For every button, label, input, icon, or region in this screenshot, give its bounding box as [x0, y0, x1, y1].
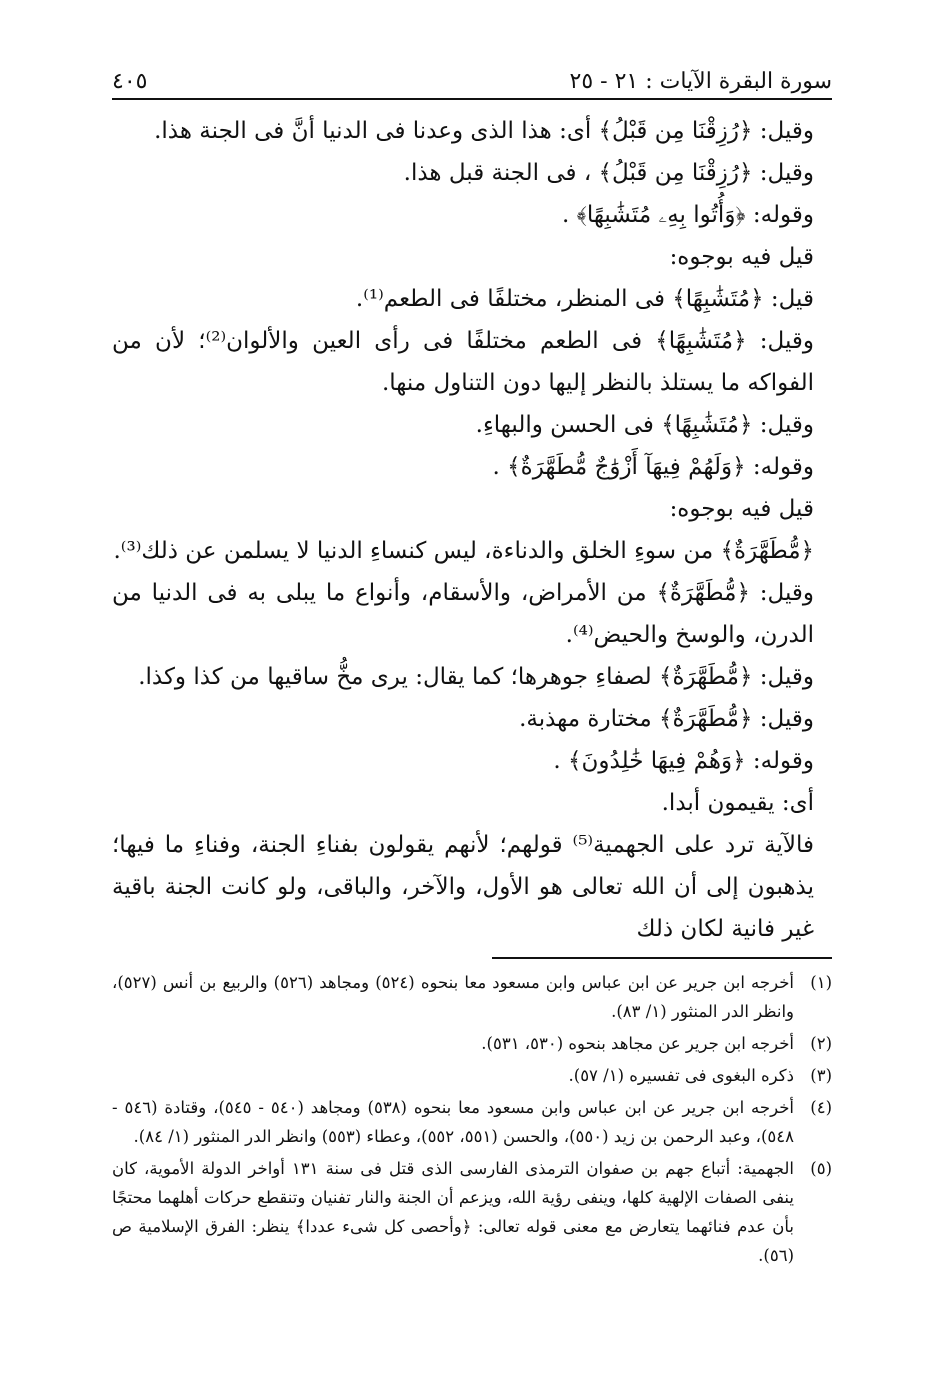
paragraph: وقيل: ﴿رُزِقْنَا مِن قَبْلُ﴾ أى: هذا الذى وعدنا فى الدنيا أنَّ فى الجنة هذا.: [154, 118, 814, 144]
footnote: [112, 1093, 832, 1151]
footnotes: [112, 968, 832, 1273]
paragraph: فالآية ترد على الجهمية⁽⁵⁾ قولهم؛ لأنهم يقولون بفناءِ الجنة، وفناءِ ما فيها؛ يذهبون إلى أن الله تعالى هو الأول، والآخر، والباقى، ولو كانت الجنة باقية غير فانية لكان ذلك: [112, 832, 814, 942]
paragraph: وقيل: ﴿مُتَشَٰبِهًا﴾ فى الحسن والبهاءِ.: [475, 412, 814, 438]
paragraph: وقيل: ﴿مُّطَهَّرَةٌ﴾ مختارة مهذبة.: [519, 706, 814, 732]
footnote-number: (٣): [810, 1066, 832, 1085]
footnote-separator: [492, 957, 832, 959]
running-title: سورة البقرة الآيات : ٢١ - ٢٥: [569, 69, 832, 94]
paragraph: وقوله: ﴿وَأُتُوا بِهِۦ مُتَشَٰبِهًا﴾ .: [562, 202, 814, 228]
page-number: ٤٠٥: [112, 69, 148, 94]
paragraph: وقيل: ﴿رُزِقْنَا مِن قَبْلُ﴾ ، فى الجنة قبل هذا.: [403, 160, 814, 186]
footnote: [112, 968, 832, 1026]
paragraph: وقيل: ﴿مُّطَهَّرَةٌ﴾ من الأمراض، والأسقام، وأنواع ما يبلى به فى الدنيا من الدرن، والوسخ والحيض⁽⁴⁾.: [112, 580, 814, 648]
paragraph: وقيل: ﴿مُتَشَٰبِهًا﴾ فى الطعم مختلفًا فى رأى العين والألوان⁽²⁾؛ لأن من الفواكه ما يستلذ بالنظر إليها دون التناول منها.: [112, 328, 815, 396]
footnote-text: الجهمية: أتباع جهم بن صفوان الترمذى الفارسى الذى قتل فى سنة ١٣١ أواخر الدولة الأموية، كان ينفى الصفات الإلهية كلها، وينفى رؤية الله، ويزعم أن الجنة والنار تفنيان وتنقطع حركات أهلهما محتجًا بأن عدم فنائهما يتعارض مع معنى قوله تعالى: ﴿وأحصى كل شىء عددا﴾ ينظر: الفرق الإسلامية ص (٥٦).: [112, 1159, 795, 1265]
footnote: [112, 1154, 832, 1270]
footnote-number: (٤): [810, 1098, 832, 1117]
paragraph: وقوله: ﴿وَهُمْ فِيهَا خَٰلِدُونَ﴾ .: [553, 748, 814, 774]
footnote-text: أخرجه ابن جرير عن ابن عباس وابن مسعود معا بنحوه (٥٢٤) ومجاهد (٥٢٦) والربيع بن أنس (٥٢٧)، وانظر الدر المنثور (١/ ٨٣).: [112, 973, 794, 1021]
paragraph: ﴿مُّطَهَّرَةٌ﴾ من سوءِ الخلق والدناءة، ليس كنساءِ الدنيا لا يسلمن عن ذلك⁽³⁾.: [113, 538, 814, 564]
paragraph: قيل فيه بوجوه:: [669, 496, 814, 522]
footnote-number: (١): [810, 973, 832, 992]
paragraph: أى: يقيمون أبدا.: [661, 790, 814, 816]
footnote-text: ذكره البغوى فى تفسيره (١/ ٥٧).: [568, 1066, 794, 1085]
footnote-number: (٢): [810, 1034, 832, 1053]
footnote: [112, 1061, 832, 1090]
footnote-number: (٥): [810, 1159, 832, 1178]
main-text: [112, 110, 832, 950]
paragraph: قيل فيه بوجوه:: [669, 244, 814, 270]
paragraph: قيل: ﴿مُتَشَٰبِهًا﴾ فى المنظر، مختلفًا فى الطعم⁽¹⁾.: [355, 286, 814, 312]
page-header: [112, 58, 832, 100]
paragraph: وقوله: ﴿وَلَهُمْ فِيهَآ أَزْوَٰجٌ مُّطَهَّرَةٌ﴾ .: [492, 454, 814, 480]
paragraph: وقيل: ﴿مُّطَهَّرَةٌ﴾ لصفاءِ جوهرها؛ كما يقال: يرى مخُّ ساقيها من كذا وكذا.: [138, 664, 814, 690]
footnote: [112, 1029, 832, 1058]
footnote-text: أخرجه ابن جرير عن مجاهد بنحوه (٥٣٠، ٥٣١).: [481, 1034, 794, 1053]
footnote-text: أخرجه ابن جرير عن ابن عباس وابن مسعود معا بنحوه (٥٣٨) ومجاهد (٥٤٠ - ٥٤٥)، وقتادة (٥٤٦ - ٥٤٨)، وعبد الرحمن بن زيد (٥٥٠)، والحسن (٥٥١، ٥٥٢)، وعطاء (٥٥٣) وانظر الدر المنثور (١/ ٨٤).: [112, 1098, 794, 1146]
